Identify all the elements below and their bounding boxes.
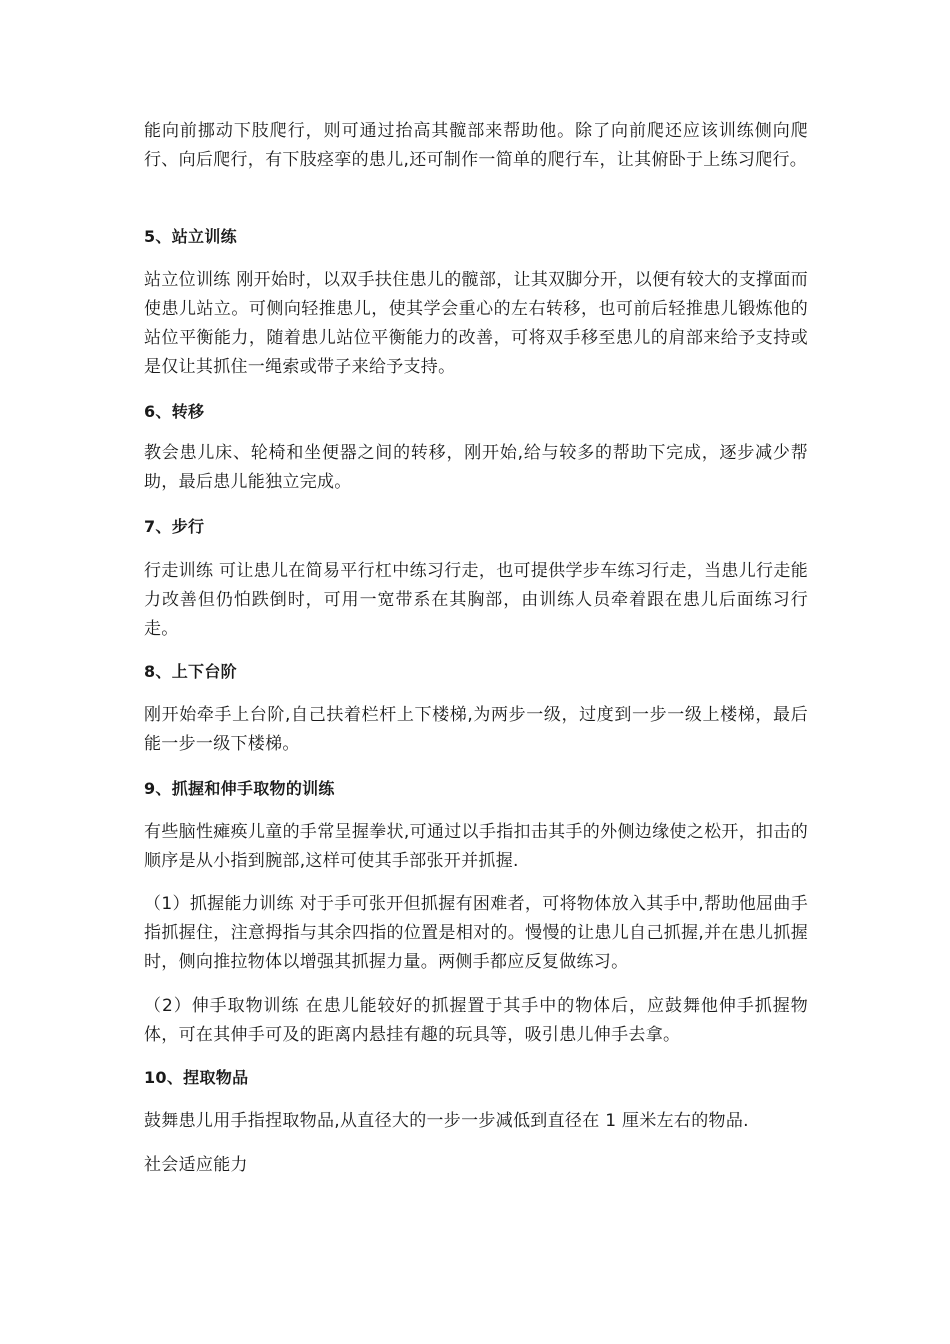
heading-walking: 7、步行 [144, 517, 205, 536]
heading-transfer: 6、转移 [144, 402, 205, 421]
paragraph-transfer: 教会患儿床、轮椅和坐便器之间的转移，刚开始,给与较多的帮助下完成，逐步减少帮助，最后患儿能独立完成。 [144, 443, 808, 492]
paragraph-walking: 行走训练 可让患儿在简易平行杠中练习行走，也可提供学步车练习行走，当患儿行走能力改善但仍怕跌倒时，可用一宽带系在其胸部，由训练人员牵着跟在患儿后面练习行走。 [144, 561, 808, 639]
paragraph-standing-training: 站立位训练 刚开始时，以双手扶住患儿的髋部，让其双脚分开，以便有较大的支撑面而使患儿站立。可侧向轻推患儿，使其学会重心的左右转移，也可前后轻推患儿锻炼他的站位平衡能力，随着患儿站位平衡能力的改善，可将双手移至患儿的肩部来给予支持或是仅让其抓住一绳索或带子来给予支持。 [144, 270, 808, 377]
paragraph-reach-object: （2）伸手取物训练 在患儿能较好的抓握置于其手中的物体后，应鼓舞他伸手抓握物体，可在其伸手可及的距离内悬挂有趣的玩具等，吸引患儿伸手去拿。 [144, 996, 808, 1045]
paragraph-stairs: 刚开始牵手上台阶,自己扶着栏杆上下楼梯,为两步一级，过度到一步一级上楼梯，最后能一步一级下楼梯。 [144, 705, 808, 754]
heading-pinch-objects: 10、捏取物品 [144, 1068, 249, 1087]
paragraph-crawling-continued: 能向前挪动下肢爬行，则可通过抬高其髋部来帮助他。除了向前爬还应该训练侧向爬行、向后爬行，有下肢痉挛的患儿,还可制作一简单的爬行车，让其俯卧于上练习爬行。 [144, 121, 808, 170]
paragraph-social-adaptation: 社会适应能力 [144, 1155, 248, 1175]
paragraph-grasp-ability: （1）抓握能力训练 对于手可张开但抓握有困难者，可将物体放入其手中,帮助他屈曲手指抓握住，注意拇指与其余四指的位置是相对的。慢慢的让患儿自己抓握,并在患儿抓握时，侧向推拉物体以增强其抓握力量。两侧手都应反复做练习。 [144, 894, 808, 972]
heading-stairs: 8、上下台阶 [144, 662, 237, 681]
paragraph-pinch-objects: 鼓舞患儿用手指捏取物品,从直径大的一步一步减低到直径在 1 厘米左右的物品. [144, 1111, 749, 1131]
paragraph-grasp-reach: 有些脑性瘫痪儿童的手常呈握拳状,可通过以手指扣击其手的外侧边缘使之松开，扣击的顺序是从小指到腕部,这样可使其手部张开并抓握. [144, 822, 808, 871]
heading-grasp-reach: 9、抓握和伸手取物的训练 [144, 779, 335, 798]
heading-standing-training: 5、站立训练 [144, 227, 237, 246]
